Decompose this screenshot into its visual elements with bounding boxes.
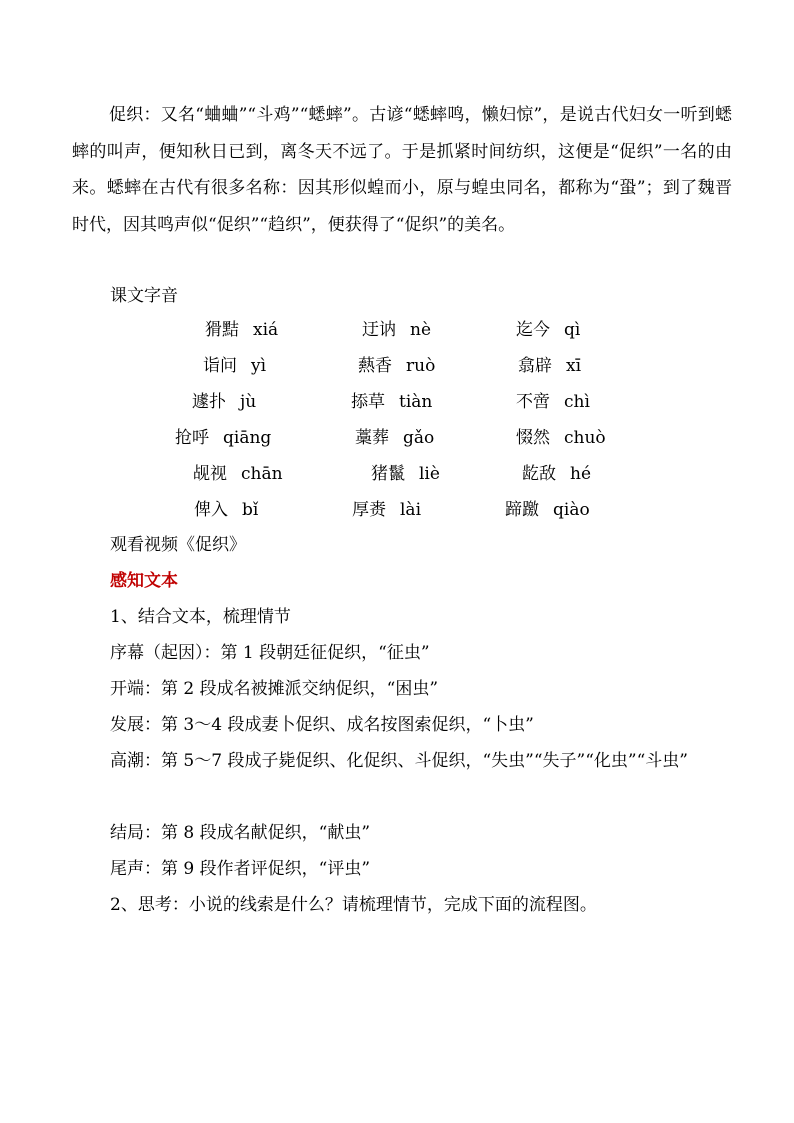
vocab-pinyin: hé [570,464,592,484]
vocab-word: 猾黠 [205,320,239,340]
plot-ending: 结局：第 8 段成名献促织，“献虫” [110,823,371,843]
vocab-word: 掭草 [351,392,385,412]
vocab-item [362,318,431,342]
vocab-item [205,318,278,342]
vocab-pinyin: lài [400,500,422,520]
task-1: 1、结合文本，梳理情节 [110,607,291,627]
vocab-item [516,426,606,450]
vocab-item [352,498,421,522]
vocab-word: 惙然 [516,428,550,448]
vocab-item [516,390,590,414]
intro-paragraph: 促织：又名“蛐蛐”“斗鸡”“蟋蟀”。古谚“蟋蟀鸣，懒妇惊”，是说古代妇女一听到蟋蟀的叫声，便知秋日已到，离冬天不远了。于是抓紧时间纺织，这便是“促织”一名的由来。蟋蟀在古代有很多名称：因其形似蝗而小，原与蝗虫同名，都称为“蛩”；到了魏晋时代，因其鸣声似“促织”“趋织”，便获得了“促织”的美名。 [72,105,732,235]
vocab-pinyin: liè [419,464,440,484]
task-2: 2、思考：小说的线索是什么？请梳理情节，完成下面的流程图。 [110,895,597,915]
vocab-word: 爇香 [358,356,392,376]
vocab-heading: 课文字音 [110,286,178,306]
vocab-item [505,498,590,522]
vocab-word: 猪鬣 [371,464,405,484]
vocab-pinyin: tiàn [399,392,433,412]
vocab-word: 抢呼 [175,428,209,448]
vocab-item [192,390,256,414]
vocab-pinyin: qì [564,320,581,340]
vocab-pinyin: chì [564,392,590,412]
vocab-item [355,426,434,450]
vocab-pinyin: yì [251,356,267,376]
vocab-word: 迄今 [516,320,550,340]
vocab-item [522,462,591,486]
vocab-word: 迂讷 [362,320,396,340]
video-line: 观看视频《促织》 [110,535,246,555]
vocab-item [193,462,283,486]
vocab-pinyin: qiāng [223,428,272,448]
vocab-pinyin: xiá [253,320,279,340]
vocab-item [358,354,435,378]
plot-epilogue: 尾声：第 9 段作者评促织，“评虫” [110,859,371,879]
vocab-pinyin: nè [410,320,432,340]
vocab-word: 翕辟 [518,356,552,376]
vocab-pinyin: xī [566,356,582,376]
vocab-word: 厚赉 [352,500,386,520]
vocab-word: 蹄躈 [505,500,539,520]
vocab-pinyin: jù [240,392,257,412]
plot-opening: 开端：第 2 段成名被摊派交纳促织，“困虫” [110,679,439,699]
vocab-pinyin: gǎo [403,428,435,448]
vocab-item [194,498,258,522]
vocab-pinyin: bǐ [242,500,259,520]
vocab-item [516,318,580,342]
vocab-pinyin: ruò [406,356,436,376]
vocab-item [371,462,440,486]
vocab-item [175,426,271,450]
vocab-item [203,354,266,378]
vocab-word: 藁葬 [355,428,389,448]
vocab-word: 龁敌 [522,464,556,484]
vocab-pinyin: chān [241,464,283,484]
vocab-item [518,354,581,378]
plot-prelude: 序幕（起因）：第 1 段朝廷征促织，“征虫” [110,643,430,663]
vocab-word: 俾入 [194,500,228,520]
vocab-pinyin: qiào [553,500,590,520]
vocab-word: 觇视 [193,464,227,484]
section-heading: 感知文本 [110,571,178,591]
plot-climax: 高潮：第 5～7 段成子毙促织、化促织、斗促织，“失虫”“失子”“化虫”“斗虫” [110,751,688,771]
vocab-word: 遽扑 [192,392,226,412]
vocab-word: 诣问 [203,356,237,376]
plot-development: 发展：第 3～4 段成妻卜促织、成名按图索促织，“卜虫” [110,715,534,735]
vocab-word: 不啻 [516,392,550,412]
vocab-item [351,390,432,414]
vocab-pinyin: chuò [564,428,606,448]
